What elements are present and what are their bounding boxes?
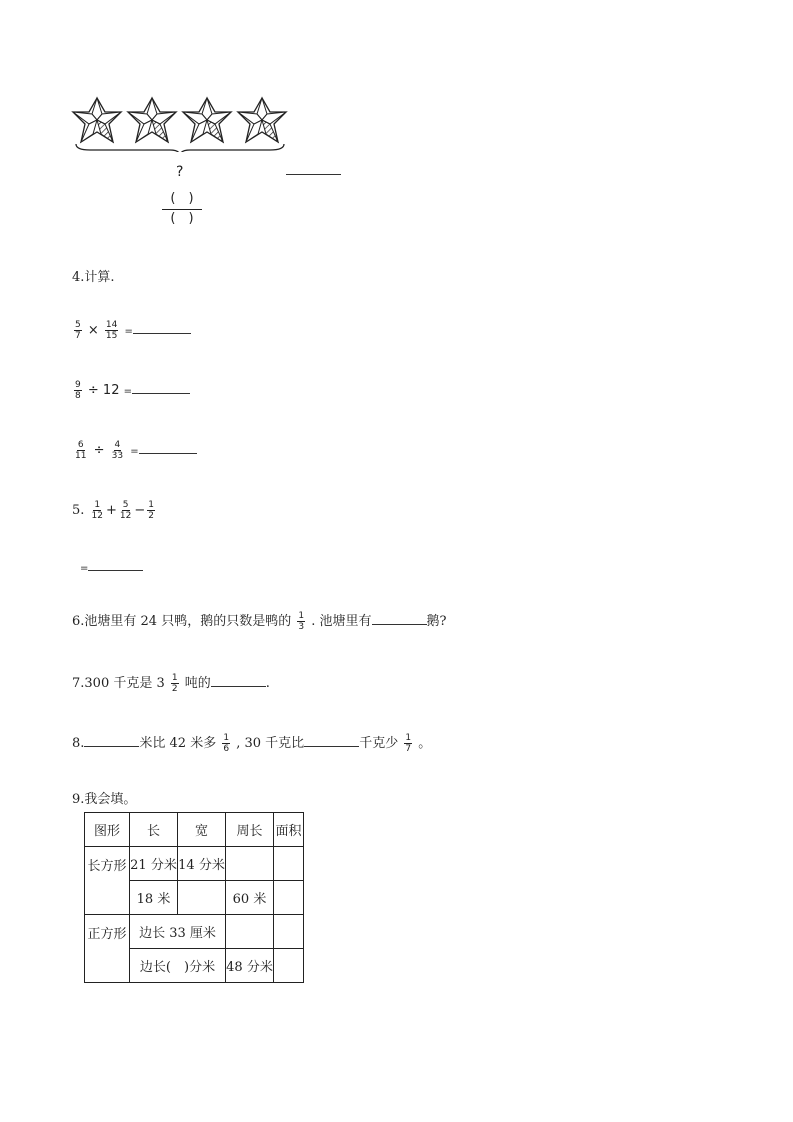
q9-heading: 9.我会填。 [72,792,137,807]
q6-text-part: . 池塘里有 [311,614,372,629]
q5-label: 5. [72,503,85,518]
star-1 [73,98,121,142]
q8-label: 8. [72,736,85,751]
fraction: $\frac{1}{2}$ [148,500,154,521]
q4-expr-3 [72,440,197,461]
fraction: $\frac{5}{7}$ [75,320,81,341]
table-header-row [85,813,304,847]
answer-blank-figure[interactable] [286,166,341,175]
shape-label-square: 正方形 [85,915,130,983]
answer-cell[interactable] [274,847,304,881]
q4-heading: 4.计算. [72,270,115,285]
header-cell: 长 [130,813,178,847]
plus-sign: + [106,503,117,518]
q7-text-part: 7.300 千克是 3 [72,676,165,691]
header-cell: 宽 [178,813,226,847]
answer-blank[interactable] [304,736,359,747]
table-cell: 18 米 [130,881,178,915]
fraction-denominator-parens: ( ) [170,211,194,226]
times-sign: × [87,323,99,338]
minus-sign: − [134,503,146,518]
shape-table [84,812,304,983]
q8-text [72,732,431,754]
q7-text-part: 吨的 [184,676,211,691]
q6-text-part: 6.池塘里有 24 只鸭，鹅的只数是鸭的 [72,614,292,629]
star-3 [183,98,231,142]
answer-blank[interactable] [132,383,190,394]
fraction: $\frac{1}{6}$ [223,733,230,754]
fraction: $\frac{1}{2}$ [171,673,178,694]
header-cell: 周长 [226,813,274,847]
answer-blank[interactable] [139,443,197,454]
divide-sign: ÷ [93,443,105,458]
answer-blank[interactable] [211,676,266,687]
answer-cell[interactable] [274,949,304,983]
q7-text-part: . [265,676,270,691]
star-4 [238,98,286,142]
question-mark: ? [176,164,184,180]
fraction: $\frac{1}{3}$ [298,611,305,632]
q8-text-part: 。 [418,736,432,751]
answer-cell[interactable] [274,915,304,949]
table-cell: 48 分米 [226,949,274,983]
answer-cell[interactable] [178,881,226,915]
answer-blank[interactable] [88,560,143,571]
empty-fraction [162,190,202,228]
fraction: $\frac{6}{11}$ [75,440,87,461]
q7-text [72,672,270,694]
table-cell: 边长 33 厘米 [130,915,226,949]
star-2 [128,98,176,142]
fraction: $\frac{5}{12}$ [119,500,132,521]
answer-cell[interactable] [226,915,274,949]
table-row [85,847,304,881]
header-cell: 图形 [85,813,130,847]
shape-label-rectangle: 长方形 [85,847,130,915]
table-cell: 14 分米 [178,847,226,881]
divide-sign: ÷ [87,383,99,398]
answer-cell[interactable] [274,881,304,915]
q4-expr-1 [72,320,191,341]
answer-blank[interactable] [372,614,427,625]
equals-sign: = [124,326,133,337]
q8-text-part: 千克少 [359,736,399,751]
fraction-numerator-parens: ( ) [162,190,202,210]
equals-sign: = [130,446,139,457]
table-cell: 21 分米 [130,847,178,881]
answer-blank[interactable] [84,736,139,747]
header-cell: 面积 [274,813,304,847]
equals-sign: = [123,386,132,397]
q4-expr-2 [72,380,190,401]
fraction: $\frac{14}{15}$ [105,320,118,341]
star-figure [70,92,290,152]
fraction: $\frac{1}{7}$ [405,733,412,754]
table-cell: 60 米 [226,881,274,915]
q6-text-part: 鹅? [426,614,447,629]
fraction: $\frac{1}{12}$ [91,500,103,521]
answer-cell[interactable] [226,847,274,881]
table-cell: 边长( )分米 [130,949,226,983]
q5-expression [72,500,157,521]
fraction: $\frac{4}{33}$ [111,440,124,461]
q6-text [72,610,446,632]
q8-text-part: 米比 42 米多 [139,736,217,751]
number: 12 [102,383,120,398]
q5-answer [80,560,143,574]
answer-blank[interactable] [133,323,191,334]
table-row [85,915,304,949]
fraction: $\frac{9}{8}$ [75,380,81,401]
equals-sign: = [80,563,89,574]
q8-text-part: , 30 千克比 [236,736,305,751]
